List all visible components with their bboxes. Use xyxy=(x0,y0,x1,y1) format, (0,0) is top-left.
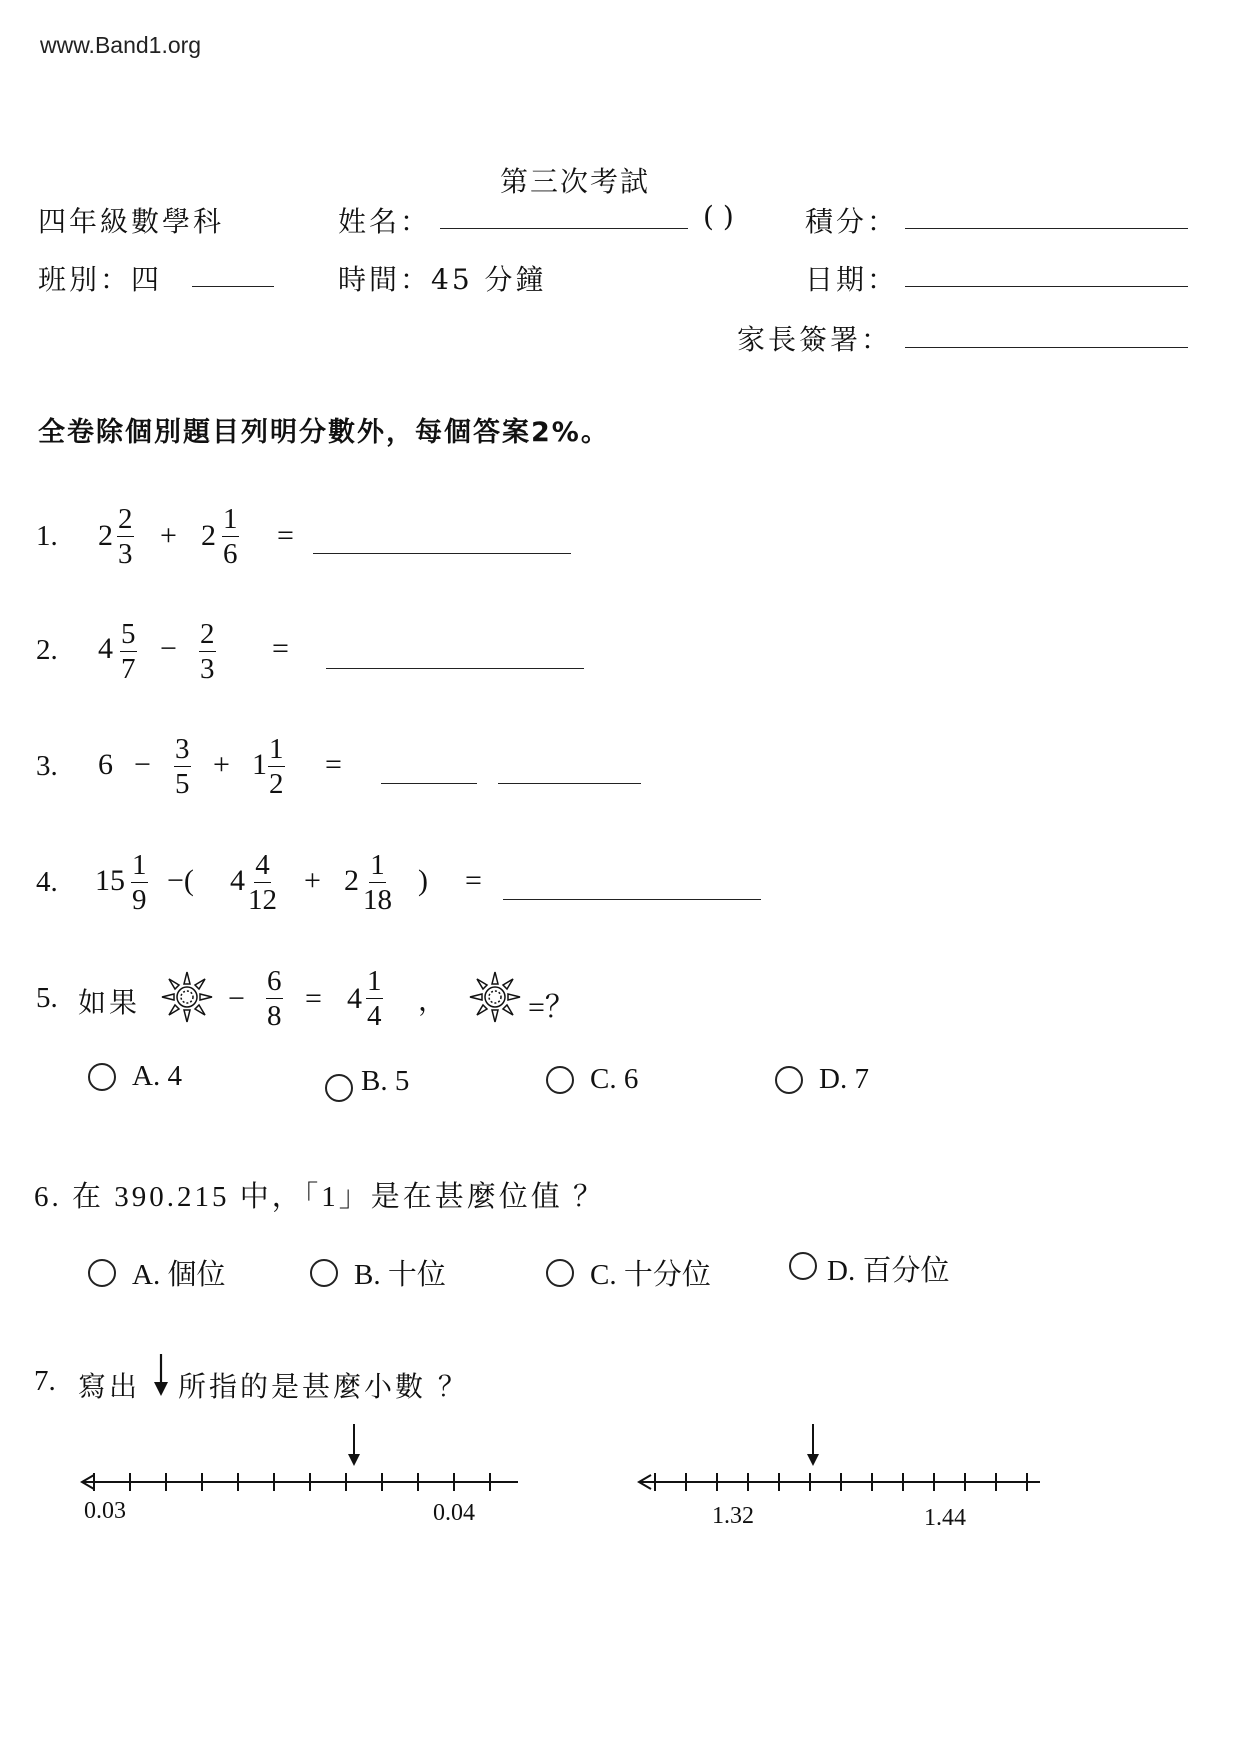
q5-minus: − xyxy=(228,982,245,1015)
sun-icon xyxy=(160,970,214,1024)
q5-b-numerator: 6 xyxy=(267,965,282,997)
q2-answer-blank[interactable] xyxy=(326,668,584,669)
date-label: 日期： xyxy=(805,263,899,296)
q5-number: 5. xyxy=(36,982,58,1014)
q5-option-d[interactable] xyxy=(775,1063,869,1096)
q1-b-fraction xyxy=(222,505,239,569)
q3-c-whole: 1 xyxy=(252,748,267,781)
q3-equals: = xyxy=(325,748,342,781)
name-label: 姓名： xyxy=(338,205,432,238)
instruction-text: 全卷除個別題目列明分數外，每個答案2%。 xyxy=(38,417,610,448)
q4-b-fraction xyxy=(248,851,277,915)
q5-option-c-label: C. 6 xyxy=(590,1063,639,1095)
q3-number: 3. xyxy=(36,750,58,782)
q3-c-numerator: 1 xyxy=(269,733,284,765)
q1-a-whole: 2 xyxy=(98,519,113,552)
radio-circle-icon[interactable] xyxy=(88,1259,116,1287)
q2-equals: = xyxy=(272,632,289,665)
q6-option-d[interactable] xyxy=(789,1248,949,1289)
score-blank[interactable] xyxy=(905,228,1188,229)
time-label: 時間：45 分鐘 xyxy=(338,263,547,296)
q1-b-numerator: 1 xyxy=(223,503,238,535)
number-line-1-left-label: 0.03 xyxy=(84,1498,126,1524)
q2-b-denominator: 3 xyxy=(200,653,215,685)
q2-a-whole: 4 xyxy=(98,632,113,665)
q7-text-b: 所指的是甚麼小數 ？ xyxy=(178,1370,469,1403)
sun-icon xyxy=(468,970,522,1024)
q4-equals: = xyxy=(465,864,482,897)
radio-circle-icon[interactable] xyxy=(88,1063,116,1091)
class-blank[interactable] xyxy=(192,286,274,287)
q5-c-numerator: 1 xyxy=(367,965,382,997)
q3-a: 6 xyxy=(98,748,113,781)
q4-c-fraction xyxy=(363,851,392,915)
q1-b-denominator: 6 xyxy=(223,538,238,570)
q5-option-a-label: A. 4 xyxy=(132,1060,182,1092)
q4-plus: + xyxy=(304,864,321,897)
exam-title: 第三次考試 xyxy=(499,165,650,198)
q1-a-fraction xyxy=(117,505,134,569)
date-blank[interactable] xyxy=(905,286,1188,287)
q4-c-denominator: 18 xyxy=(363,884,392,916)
q4-b-denominator: 12 xyxy=(248,884,277,916)
q5-prefix: 如果 xyxy=(78,986,141,1019)
q1-a-denominator: 3 xyxy=(118,538,133,570)
q5-option-b[interactable] xyxy=(325,1060,409,1102)
class-number-paren: ( ) xyxy=(703,200,734,233)
q4-b-numerator: 4 xyxy=(255,849,270,881)
q5-question: =？ xyxy=(528,991,575,1024)
number-line-2-left-label: 1.32 xyxy=(712,1503,754,1529)
class-label: 班別：四 xyxy=(38,263,163,296)
q5-comma: ， xyxy=(418,984,450,1017)
q3-c-fraction xyxy=(268,735,285,799)
q5-b-denominator: 8 xyxy=(267,1000,282,1032)
q5-c-whole: 4 xyxy=(347,982,362,1015)
q1-a-numerator: 2 xyxy=(118,503,133,535)
q2-b-numerator: 2 xyxy=(200,618,215,650)
q6-option-c-label: C. 十分位 xyxy=(590,1259,711,1291)
website-url: www.Band1.org xyxy=(40,32,202,58)
parent-signature-label: 家長簽署： xyxy=(737,323,893,356)
q4-a-denominator: 9 xyxy=(132,884,147,916)
q3-plus: + xyxy=(213,748,230,781)
q2-a-numerator: 5 xyxy=(121,618,136,650)
name-blank[interactable] xyxy=(440,228,688,229)
q6-option-a-label: A. 個位 xyxy=(132,1259,226,1291)
q1-plus: + xyxy=(160,519,177,552)
q3-b-fraction xyxy=(174,735,191,799)
q5-option-b-label: B. 5 xyxy=(361,1064,410,1097)
q2-minus: − xyxy=(160,632,177,665)
score-label: 積分： xyxy=(805,205,899,238)
number-line-1-right-label: 0.04 xyxy=(433,1500,475,1526)
q7-number: 7. xyxy=(34,1365,56,1397)
q1-number: 1. xyxy=(36,520,58,552)
q6-text: 6. 在 390.215 中，「1」是在甚麼位值 ？ xyxy=(34,1181,606,1213)
q2-number: 2. xyxy=(36,634,58,666)
radio-circle-icon[interactable] xyxy=(789,1252,817,1280)
q5-option-d-label: D. 7 xyxy=(819,1063,869,1095)
q1-b-whole: 2 xyxy=(201,519,216,552)
q1-equals: = xyxy=(277,519,294,552)
q5-c-fraction xyxy=(366,967,383,1031)
q1-answer-blank[interactable] xyxy=(313,553,571,554)
parent-signature-blank[interactable] xyxy=(905,347,1188,348)
subject-label: 四年級數學科 xyxy=(38,205,225,238)
q6-option-a[interactable] xyxy=(88,1252,225,1293)
q2-a-denominator: 7 xyxy=(121,653,136,685)
q3-b-numerator: 3 xyxy=(175,733,190,765)
q5-c-denominator: 4 xyxy=(367,1000,382,1032)
number-line-2-right-label: 1.44 xyxy=(924,1505,966,1531)
q5-equals: = xyxy=(305,982,322,1015)
q7-text-a: 寫出 xyxy=(78,1370,141,1403)
q6-option-c[interactable] xyxy=(546,1252,711,1293)
q3-c-denominator: 2 xyxy=(269,768,284,800)
q4-number: 4. xyxy=(36,866,58,898)
q3-minus: − xyxy=(134,748,151,781)
q4-answer-blank[interactable] xyxy=(503,899,761,900)
q4-c-numerator: 1 xyxy=(370,849,385,881)
radio-circle-icon[interactable] xyxy=(325,1074,353,1102)
q4-c-whole: 2 xyxy=(344,864,359,897)
q4-close-paren: ) xyxy=(418,864,428,897)
q5-b-fraction xyxy=(266,967,283,1031)
q4-a-numerator: 1 xyxy=(132,849,147,881)
q2-b-fraction xyxy=(199,620,216,684)
q6-option-d-label: D. 百分位 xyxy=(827,1255,950,1287)
q6-option-b[interactable] xyxy=(310,1252,446,1293)
q6-option-b-label: B. 十位 xyxy=(354,1259,446,1291)
q4-a-fraction xyxy=(131,851,148,915)
q4-minus-open: −( xyxy=(167,864,194,897)
number-line-2 xyxy=(635,1420,1045,1500)
radio-circle-icon[interactable] xyxy=(546,1259,574,1287)
q3-answer-blank-2[interactable] xyxy=(498,783,641,784)
q3-answer-blank-1[interactable] xyxy=(381,783,477,784)
radio-circle-icon[interactable] xyxy=(546,1066,574,1094)
q3-b-denominator: 5 xyxy=(175,768,190,800)
q5-option-c[interactable] xyxy=(546,1063,638,1096)
down-arrow-icon xyxy=(150,1352,172,1398)
number-line-1 xyxy=(78,1420,523,1500)
q5-option-a[interactable] xyxy=(88,1060,182,1093)
q4-a-whole: 15 xyxy=(95,864,125,897)
q2-a-fraction xyxy=(120,620,137,684)
radio-circle-icon[interactable] xyxy=(310,1259,338,1287)
radio-circle-icon[interactable] xyxy=(775,1066,803,1094)
q4-b-whole: 4 xyxy=(230,864,245,897)
